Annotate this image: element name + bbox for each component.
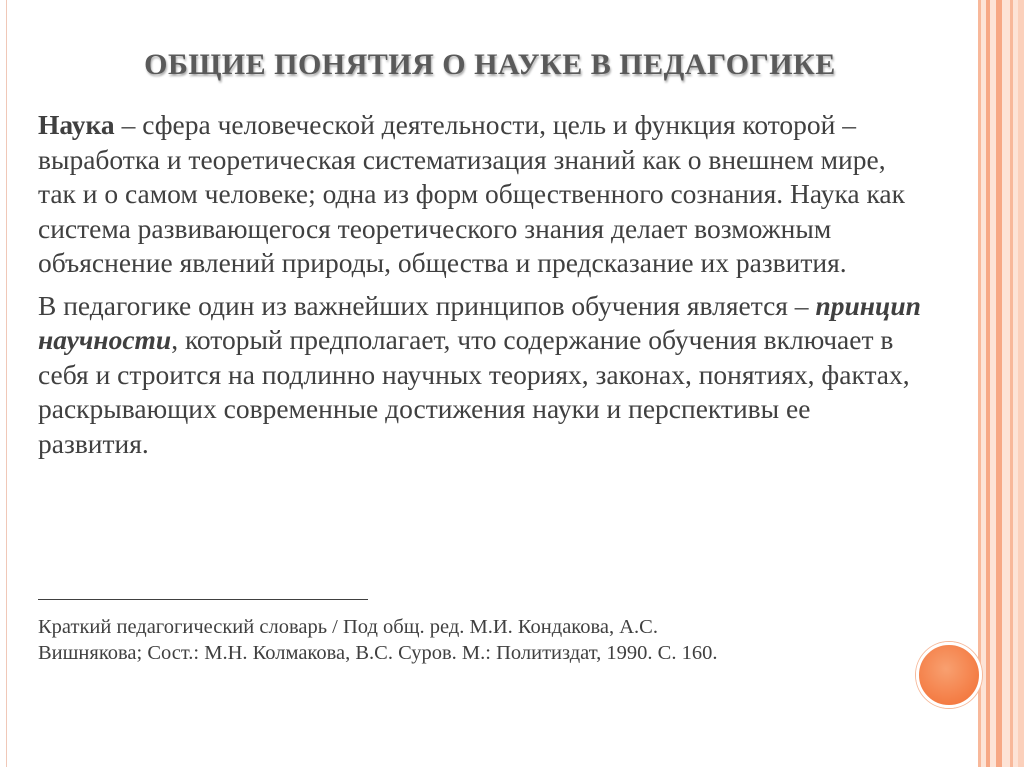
stripe xyxy=(1010,0,1013,767)
left-border xyxy=(0,0,7,767)
stripe xyxy=(1018,0,1024,767)
stripe xyxy=(986,0,990,767)
footnote-line-1: Краткий педагогический словарь / Под общ. ред. М.И. Кондакова, А.С. xyxy=(38,616,658,638)
paragraph-scientific-principle xyxy=(38,289,928,462)
principle-emphasis: принцип научности xyxy=(38,289,921,355)
principle-intro: В педагогике один из важнейших принципов обучения является – xyxy=(38,289,816,321)
term-science: Наука xyxy=(38,109,115,140)
definition-text: – сфера человеческой деятельности, цель и функция которой – выработка и теоретическая систематизация знаний как о внешнем мире, так и о самом человеке; одна из форм общественного сознания. Наука как система развивающегося теоретического знания делает возможным объяснение явлений природы, общества и предсказание их развития. xyxy=(38,109,905,278)
stripe xyxy=(978,0,981,767)
paragraph-science-definition xyxy=(38,108,928,281)
principle-description: , который предполагает, что содержание обучения включает в себя и строится на подлинно научных теориях, законах, понятиях, фактах, раскрывающих современные достижения науки и перспективы ее развития. xyxy=(38,324,910,459)
slide-body xyxy=(38,108,928,469)
footnote-citation xyxy=(38,614,918,666)
stripe xyxy=(996,0,1002,767)
slide-title: ОБЩИЕ ПОНЯТИЯ О НАУКЕ В ПЕДАГОГИКЕ xyxy=(144,48,836,81)
footnote-line-2: Вишнякова; Сост.: М.Н. Колмакова, В.С. Суров. М.: Политиздат, 1990. С. 160. xyxy=(38,642,718,664)
orange-circle-icon xyxy=(916,642,982,708)
footnote-divider xyxy=(38,599,368,600)
